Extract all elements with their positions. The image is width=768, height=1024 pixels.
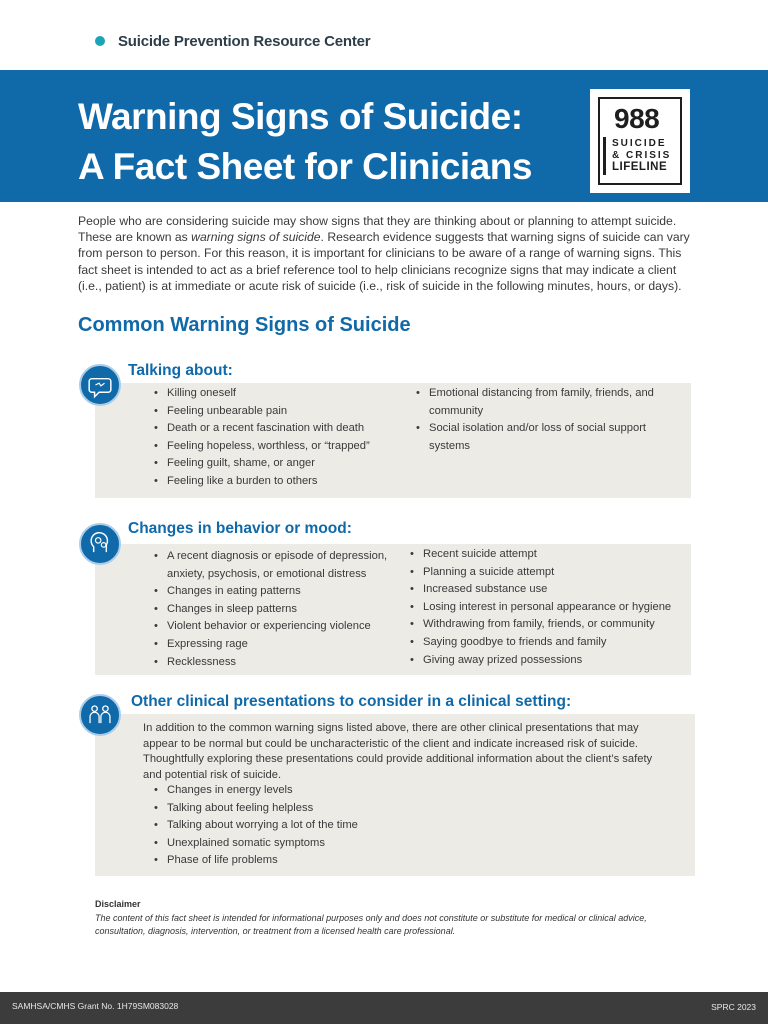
badge-line-3: LIFELINE [612,161,668,173]
title-line-2: A Fact Sheet for Clinicians [78,146,532,187]
behavior-list-item: • Changes in eating patterns [152,583,400,601]
head-gears-icon [79,523,121,565]
988-lifeline-badge [590,89,690,193]
sprc-logo [88,24,370,58]
disclaimer-title: Disclaimer [95,899,141,909]
section-heading: Common Warning Signs of Suicide [78,314,411,336]
disclaimer-text: The content of this fact sheet is intended for informational purposes only and does not constitute or substitute for medical or clinical advice, consultation, diagnosis, intervention, or treatment from a licensed health care professional. [95,913,647,936]
talking-list-item: • Feeling guilt, shame, or anger [152,455,402,473]
clinical-list-item: • Talking about feeling helpless [152,800,552,818]
speech-bubble-icon [79,364,121,406]
talking-list-item: • Feeling hopeless, worthless, or “trapped” [152,438,402,456]
badge-number: 988 [614,103,660,134]
talking-list-item: • Social isolation and/or loss of social support systems [414,420,676,455]
clinical-paragraph: In addition to the common warning signs listed above, there are other clinical presentations that may appear to be normal but could be uncharacteristic of the client and indicate increased risk of suicide. Thoughtfully exploring these presentations could provide additional information about the client’s safety and potential risk of suicide. [143,722,653,781]
behavior-list-item: • Losing interest in personal appearance or hygiene [408,599,688,617]
clinical-list-item: • Phase of life problems [152,852,552,870]
behavior-list-item: • Violent behavior or experiencing violence [152,618,400,636]
org-name: Suicide Prevention Resource Center [118,32,371,50]
clinical-list-item: • Unexplained somatic symptoms [152,835,552,853]
behavior-list-item: • Changes in sleep patterns [152,601,400,619]
clinical-list [152,782,552,870]
footer-bar [0,992,768,1024]
behavior-list-item: • Increased substance use [408,581,688,599]
behavior-list-item: • Giving away prized possessions [408,652,688,670]
talking-list-item: • Emotional distancing from family, friends, and community [414,385,676,420]
sprc-logo-icon [88,24,114,58]
clinical-list-item: • Changes in energy levels [152,782,552,800]
intro-text-1: People who are considering suicide may show signs that they are thinking about or planning to attempt suicide. These are known as [78,214,677,245]
behavior-list-item: • Recklessness [152,654,400,672]
clinical-list-item: • Talking about worrying a lot of the time [152,817,552,835]
behavior-list-item: • Saying goodbye to friends and family [408,634,688,652]
intro-emphasis: warning signs of suicide [191,230,321,245]
behavior-list-item: • Planning a suicide attempt [408,564,688,582]
talking-list-item: • Killing oneself [152,385,402,403]
badge-line-2: & CRISIS [612,150,672,161]
badge-line-1: SUICIDE [612,138,667,149]
talking-title: Talking about: [128,362,233,379]
title-line-1: Warning Signs of Suicide: [78,96,523,137]
behavior-title: Changes in behavior or mood: [128,520,352,537]
talking-list-item: • Death or a recent fascination with death [152,420,402,438]
behavior-list-item: • Recent suicide attempt [408,546,688,564]
talking-list-left [152,385,402,491]
footer-copyright: SPRC 2023 [711,1002,756,1012]
behavior-list-item: • A recent diagnosis or episode of depression, anxiety, psychosis, or emotional distress [152,548,400,583]
clinical-title: Other clinical presentations to consider in a clinical setting: [131,693,572,710]
behavior-list-item: • Expressing rage [152,636,400,654]
intro-text-2: . Research evidence suggests that warning signs of suicide can vary from person to person. For this reason, it is important for clinicians to be aware of a range of warning signs. This fact sheet is intended to act as a brief reference tool to help clinicians recognize signs that may indicate a client (i.e., patient) is at immediate or acute risk of suicide (i.e., risk of suicide in the following minutes, hours, or days). [78,230,690,293]
talking-list-item: • Feeling unbearable pain [152,403,402,421]
talking-list-right [414,385,676,455]
intro-paragraph [78,213,702,294]
behavior-list-left [152,548,400,671]
behavior-list-item: • Withdrawing from family, friends, or community [408,616,688,634]
behavior-list-right [408,546,688,669]
grant-number: SAMHSA/CMHS Grant No. 1H79SM083028 [12,1001,179,1011]
page-title [78,92,532,192]
people-icon [79,694,121,736]
talking-list-item: • Feeling like a burden to others [152,473,402,491]
title-banner [0,70,768,202]
